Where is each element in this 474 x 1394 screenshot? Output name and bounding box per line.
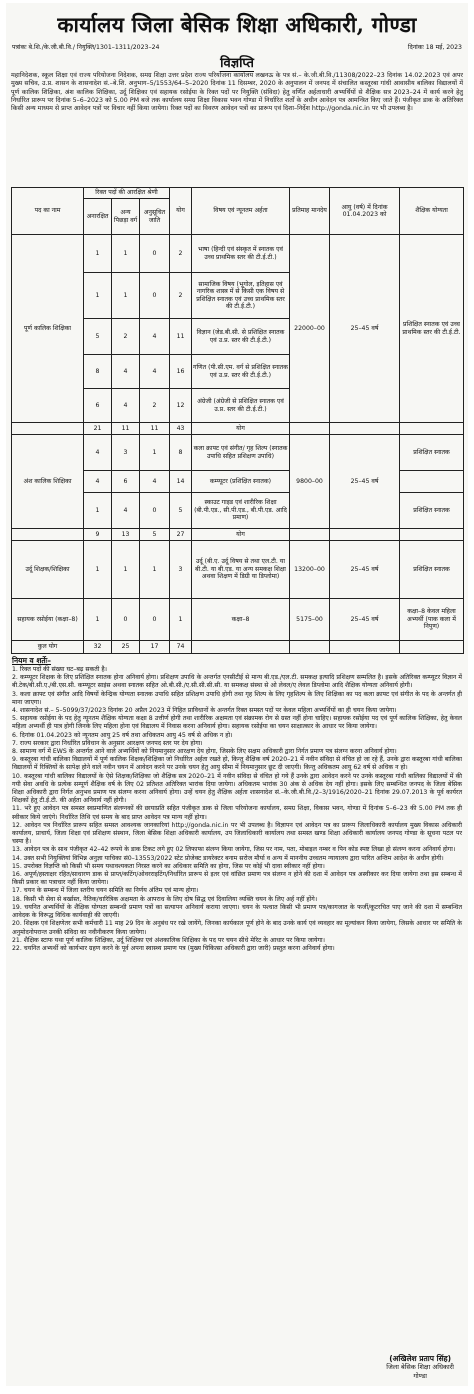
cell-qualification: प्रशिक्षित स्नातक [400, 493, 464, 529]
cell-obc: 1 [112, 541, 140, 599]
cell-qualification: प्रशिक्षित स्नातक [400, 435, 464, 471]
cell-total: 5 [170, 493, 192, 529]
rule-item: 13. आवेदन पत्र के साथ पंजीकृत 42–42 रूपये के डाक टिकट लगे हुए 02 लिफाफा संलग्न किया जायेगा, जिस पर नाम, पता, मोबाइल नम्बर व पिन कोड स्पष्ट लिखा हो संलग्न करना अनिवार्य होगा। [12, 846, 456, 854]
cell-sc: 4 [140, 471, 170, 493]
header-vacancy-group: रिक्त पदों की आरक्षित श्रेणी [84, 188, 170, 199]
cell-gen: 1 [84, 599, 112, 641]
cell-obc: 1 [112, 235, 140, 273]
rule-item: 19. चयनित अभ्यर्थियों के शैक्षिक योग्यता सम्बन्धी प्रमाण पत्रों का सत्यापन अनिवार्य कराया जाएगा। चयन के पश्चात किसी भी प्रमाण पत्र/कागजात के फर्जी/कूटरचित पाए जाने की दशा में सम्बन्धित आवेदक के विरूद्ध विधिक कार्यवाही की जाएगी। [12, 903, 462, 920]
cell-sc: 0 [140, 235, 170, 273]
cell-sc: 0 [140, 599, 170, 641]
cell-subject: सामाजिक विषय (भूगोल, इतिहास एवं नागरिक शास्त्र में से किसी एक विषय से प्रशिक्षित स्नातक एवं उच्च प्राथमिक स्तर की टी.ई.टी.) [192, 273, 290, 319]
rule-item: 14. उक्त सभी नियुक्तियां विभिन्न अनुज्ञा याचिका सं0–13553/2022 स्टेट प्रोजेक्ट डायरेक्टर बनाम सरोज मौर्या व अन्य में माननीय उच्चतम न्यायालय द्वारा पारित अन्तिम आदेश के अधीन होगी। [12, 854, 444, 862]
sum-obc: 11 [112, 423, 140, 435]
cell-total: 16 [170, 355, 192, 389]
notice-page [6, 3, 468, 1386]
full-time-honorarium: 22000–00 [290, 235, 330, 423]
cell-honorarium: 13200–00 [290, 541, 330, 599]
grand-sc: 17 [140, 641, 170, 654]
rule-item: 8. सामान्य वर्ग में EWS के अन्तर्गत आने वाले अभ्यर्थियों को नियमानुसार आरक्षण देय होगा, जिसके लिए सक्षम अधिकारी द्वारा निर्गत प्रमाण पत्र संलग्न करना अनिवार्य होगा। [12, 748, 397, 756]
header-post: पद का नाम [12, 188, 84, 235]
rule-item: 18. किसी भी सेवा से बर्खास्त, नैतिक/चारित्रिक अक्षमता के आपराध के लिए दोष सिद्ध एवं दिवालिया व्यक्ति चयन के लिए अर्ह नहीं होंगे। [12, 895, 318, 903]
cell-obc: 4 [112, 389, 140, 423]
cell-sc: 0 [140, 273, 170, 319]
header-gen: अनारक्षित [84, 199, 112, 235]
header-obc: अन्य पिछड़ा वर्ग [112, 199, 140, 235]
cell-total: 3 [170, 541, 192, 599]
part-time-age: 25–45 वर्ष [330, 435, 400, 529]
cell-sc: 2 [140, 389, 170, 423]
cell-gen: 1 [84, 273, 112, 319]
rule-item: 20. शिक्षक एवं शिक्षणेतर सभी कर्मचारी 11 माह 29 दिन के अनुबंध पर रखे जायेंगे, जिनका कार्यकाल पूर्ण होने के बाद उनके कार्य एवं व्यवहार का मूल्यांकन किया जायेगा, जिसके आधार पर समिति के अनुमोदनोपरान्त उनकी संविदा का नवीनीकरण किया जायेगा। [12, 920, 462, 936]
rules-title: नियम व शर्तेः– [12, 656, 51, 665]
rule-item: 9. कस्तूरबा गांधी बालिका विद्यालयों में पूर्ण कालिक शिक्षक/शिक्षिका जो निर्धारित अर्हता रखते हो, किन्तु शैक्षिक वर्ष 2020–21 में नवीन संविदा से वंचित हो जा रहे हैं, उनके द्वारा कस्तूरबा गांधी बालिका विद्यालयों में रिक्तियों के सापेक्ष होने वाले नवीन चयन में आवेदन करने पर उनके चयन हेतु आयु सीमा में नियमानुसार छूट दी जाएगी। किन्तु अधिकतम आयु 62 वर्ष से अधिक न हो। [12, 756, 462, 772]
cell-total: 1 [170, 599, 192, 641]
full-time-post: पूर्ण कालिक शिक्षिका [12, 235, 84, 423]
reference-line [6, 39, 468, 51]
rule-item: 11. भरे हुए आवेदन पत्र समस्त स्वप्रमाणित संलग्नकों की छायाप्रति सहित पंजीकृत डाक से जिला परियोजना कार्यालय, समग्र शिक्षा, विकास भवन, गोण्डा में दिनांक 5–6–23 की 5.00 PM तक ही स्वीकार किये जाएंगे। निर्धारित तिथि एवं समय के बाद प्राप्त आवेदन पत्र मान्य नहीं होगा। [12, 805, 462, 821]
urdu-post: उर्दू शिक्षक/शिक्षिका [12, 541, 84, 599]
cell-subject: कम्प्यूटर (प्रशिक्षित स्नातक) [192, 471, 290, 493]
part-time-total-row [12, 529, 464, 541]
cell-gen: 4 [84, 471, 112, 493]
sum-label: योग [192, 529, 290, 541]
rule-item: 3. कला क्राफ्ट एवं संगीत आदि विषयों केन्द्रिक योग्यता स्नातक उपाधि सहित प्रशिक्षण उपाधि होगी तथा गृह शिल्प के लिए गृहशिल्प के लिए शिक्षिका का पद कला क्राफ्ट एवं संगीत के पद के अन्तर्गत ही माना जाएगा। [12, 690, 462, 706]
header-age: आयु (वर्ष) में दिनांक 01.04.2023 को [330, 188, 400, 235]
cell-gen: 5 [84, 319, 112, 355]
intro-paragraph: महानिदेशक, स्कूल शिक्षा एवं राज्य परियोजना निदेशक, समग्र शिक्षा उत्तर प्रदेश राज्य परियोजना कार्यालय लखनऊ के पत्र सं.– के.जी.बी.वि./11308/2022–23 दिनांक 14.02.2023 एवं अपर मुख्य सचिव, उ.प्र. शासन के शासनादेश सं.–बे.शि. अनुभाग–5/1553/64–5–2020 दिनांक 11 दिसम्बर, 2020 के अनुपालन में जनपद में संचालित कस्तूरबा गांधी आवासीय बालिका विद्यालयों में पूर्ण कालिक शिक्षिका, अंश कालिक शिक्षिका, उर्दू शिक्षिका एवं सहायक रसोईया के रिक्त पदों पर नियुक्ति (संविदा) हेतु वर्णित अर्हताधारी अभ्यर्थियों से शैक्षिक सत्र 2023–24 में कार्य करने हेतु निर्धारित प्रारूप पर दिनांक 5–6–2023 को 5.00 PM बजे तक कार्यालय समग्र शिक्षा विकास भवन गोण्डा में निर्धारित शर्तों के अधीन आवेदन पत्र आमन्त्रित किए जाते हैं। पंजीकृत डाक के अतिरिक्त किसी अन्य माध्यम से प्राप्त आवेदन पत्रों पर विचार नहीं किया जायेगा। रिक्त पदों का विवरण आवेदन पत्रों का प्रारूप एवं दिशा–निर्देश http://gonda.nic.in पर भी उपलब्ध है। [11, 72, 463, 113]
signature-block [386, 1355, 454, 1381]
grand-total: 74 [170, 641, 192, 654]
sum-gen: 21 [84, 423, 112, 435]
rule-item: 4. शासनादेश सं.– 5–5099/37/2023 दिनांक 20 अप्रैल 2023 में निहित प्राविधानों के अन्तर्गत रिक्त समस्त पदों पर केवल महिला अभ्यर्थियों का ही चयन किया जायेगा। [12, 707, 397, 715]
rules-list [12, 666, 462, 953]
cell-gen: 6 [84, 389, 112, 423]
cell-obc: 3 [112, 435, 140, 471]
cell-subject: उर्दू (बी.ए. उर्दू विषय से तथा एल.टी. या बी.टी. या बी.एड. या अन्य समकक्ष शिक्षा अथवा शिक्षण में डिग्री या डिप्लोमा) [192, 541, 290, 599]
cell-gen: 1 [84, 541, 112, 599]
sum-label: योग [192, 423, 290, 435]
cell-obc: 4 [112, 493, 140, 529]
cell-subject: गणित (पी.सी.एम. वर्ग से प्रशिक्षित स्नातक एवं उ.प्र. स्तर की टी.ई.टी.) [192, 355, 290, 389]
cell-total: 12 [170, 389, 192, 423]
cell-age: 25–45 वर्ष [330, 541, 400, 599]
rule-item: 16. अपूर्ण/हस्ताक्षर रहित/साधारण डाक से प्राप्त/कटिंग/ओवरराइटिंग/निर्धारित प्रारूप से इतर एवं वांछित प्रमाण पत्र संलग्न न होने की दशा में आवेदन पत्र अस्वीकार कर दिया जायेगा तथा इस सम्बन्ध में किसी प्रकार का पत्राचार नहीं किया जायेगा। [12, 871, 462, 887]
rule-item: 21. शैक्षिक स्टाफ यथा पूर्ण कालिक शिक्षिका, उर्दू शिक्षिका एवं अंशकालिक शिक्षिका के पद पर चयन सीधे मेरिट के आधार पर किया जायेगा। [12, 936, 325, 944]
header-qualification: शैक्षिक योग्यता [400, 188, 464, 235]
header-sc: अनुसूचित जाति [140, 199, 170, 235]
cell-obc: 0 [112, 599, 140, 641]
sum-sc: 11 [140, 423, 170, 435]
header-total: योग [170, 188, 192, 235]
rules-section [6, 654, 468, 953]
cell-gen: 4 [84, 435, 112, 471]
cell-gen: 1 [84, 235, 112, 273]
cell-sc: 4 [140, 319, 170, 355]
cell-obc: 1 [112, 273, 140, 319]
cell-gen: 1 [84, 493, 112, 529]
header-honorarium: प्रतिमाह मानदेय [290, 188, 330, 235]
rule-item: 10. कस्तूरबा गांधी बालिका विद्यालयों के ऐसे शिक्षक/शिक्षिका जो शैक्षिक सत्र 2020–21 में नवीन संविदा से वंचित हो गये हैं उनके द्वारा आवेदन करने पर उनके कस्तूरबा गांधी बालिका विद्यालयों में की गयी सेवा अवधि के प्रत्येक सम्पूर्ण शैक्षिक वर्ष के लिए 02 प्रतिशत अतिरिक्त भारांक दिया जायेगा। अधिकतम भारांक 30 अंक से अधिक देय नहीं होगा। इसके लिए सम्बन्धित जनपद के जिला बेसिक शिक्षा अधिकारी द्वारा निर्गत अनुभव प्रमाण पत्र संलग्न करना अनिवार्य होगा। उन्हें चयन हेतु शैक्षिक अर्हता शासनादेश सं.–के.जी.बी.वि./2–3/1916/2020–21 दिनांक 29.07.2013 के पूर्व कार्यरत शिक्षकों हेतु टी.ई.टी. की अर्हता अनिवार्य नहीं होगी। [12, 772, 462, 805]
table-row [12, 599, 464, 641]
cell-sc: 4 [140, 355, 170, 389]
rule-item: 2. कम्प्यूटर शिक्षक के लिए प्रशिक्षित स्नातक होना अनिवार्य होगा। प्रशिक्षण उपाधि के अन्तर्गत एनसीटीई से मान्य बी.एड./एल.टी. समकक्ष इत्यादि प्रशिक्षण सम्मलित है। इसके अतिरिक्त कम्प्यूटर विज्ञान में बी.टेक/बी.सी.ए./बी.एस.सी. कम्प्यूटर साइंस अथवा स्नातक सहित ओ.बी.सी./ए.सी.सी.सी.सी. या समकक्ष संस्था से ओ लेवल/ए लेवल डिप्लोमा आदि शैक्षिक योग्यता अनिवार्य होगी। [12, 674, 462, 690]
cell-total: 8 [170, 435, 192, 471]
cell-obc: 4 [112, 355, 140, 389]
cell-subject: भाषा (हिन्दी एवं संस्कृत में स्नातक एवं उच्च प्राथमिक स्तर की टी.ई.टी.) [192, 235, 290, 273]
sum-total: 43 [170, 423, 192, 435]
grand-total-row [12, 641, 464, 654]
signatory-designation: जिला बेसिक शिक्षा अधिकारी [386, 1363, 454, 1371]
rule-item: 1. रिक्त पदों की संख्या घट–बढ़ सकती है। [12, 666, 107, 673]
rule-item: 12. आवेदन पत्र निर्धारित प्रारूप सहित समस्त आवश्यक जानकारियां http://gonda.nic.in पर भी उपलब्ध है। विज्ञापन एवं आवेदन पत्र का प्रारूप जिलाधिकारी कार्यालय मुख्य विकास अधिकारी कार्यालय, प्राचार्य, जिला शिक्षा एवं प्रशिक्षण संस्थान, जिला बेसिक शिक्षा अधिकारी कार्यालय, उप जिलाधिकारी कार्यालय तथा समस्त खण्ड शिक्षा अधिकारी कार्यालय जनपद गोण्डा के सूचना पटल पर चस्पा है। [12, 821, 462, 846]
rule-item: 6. दिनांक 01.04.2023 को न्यूनतम आयु 25 वर्ष तथा अधिकतम आयु 45 वर्ष से अधिक न हो। [12, 731, 233, 739]
grand-obc: 25 [112, 641, 140, 654]
cell-obc: 2 [112, 319, 140, 355]
full-time-age: 25–45 वर्ष [330, 235, 400, 423]
notice-heading: विज्ञप्ति [220, 56, 254, 71]
cell-sc: 0 [140, 493, 170, 529]
grand-total-label: कुल योग [12, 641, 84, 654]
cell-qualification: प्रशिक्षित स्नातक [400, 541, 464, 599]
cell-qualification [400, 471, 464, 493]
cell-total: 2 [170, 235, 192, 273]
cell-age: 25–45 वर्ष [330, 599, 400, 641]
notice-date: दिनांकः 18 मई, 2023 [407, 44, 462, 51]
cell-total: 11 [170, 319, 192, 355]
cell-sc: 1 [140, 541, 170, 599]
office-title: कार्यालय जिला बेसिक शिक्षा अधिकारी, गोण्डा [57, 12, 417, 37]
cell-qualification: कक्षा–8 केवल महिला अभ्यर्थी (पाक कला में निपुण) [400, 599, 464, 641]
sum-sc: 5 [140, 529, 170, 541]
cell-subject: कक्षा–8 [192, 599, 290, 641]
signatory-place: गोण्डा [413, 1371, 427, 1380]
rule-item: 5. सहायक रसोईया के पद हेतु न्यूनतम शैक्षिक योग्यता कक्षा 8 उत्तीर्ण होगी तथा शारीरिक अक्षमता एवं संक्रामक रोग से ग्रस्त नहीं होना चाहिए। सहायक रसोईया पद एवं पूर्ण कालिक शिक्षिका, हेतु केवल महिला अभ्यर्थी ही पात्र होगी जिनके लिए महिला होना एवं विद्यालय में निवास करना अनिवार्य होगा। सहायक रसोईया का चयन साक्षात्कार के आधार पर किया जायेगा। [12, 715, 462, 731]
cell-subject: कला क्राफ्ट एवं संगीत/ गृह शिल्प (स्नातक उपाधि सहित प्रशिक्षण उपाधि) [192, 435, 290, 471]
cell-gen: 8 [84, 355, 112, 389]
cell-subject: स्काउट गाइड एवं शारीरिक शिक्षा (बी.पी.एड., सी.पी.एड., बी.पी.एड. आदि प्रमाण) [192, 493, 290, 529]
cell-total: 14 [170, 471, 192, 493]
vacancy-table [11, 187, 464, 654]
grand-gen: 32 [84, 641, 112, 654]
rule-item: 7. राज्य सरकार द्वारा निर्धारित प्रविधान के अनुसार आरक्षण जनपद स्तर पर देय होगा। [12, 739, 203, 747]
cell-subject: विज्ञान (जेड.बी.सी. से प्रशिक्षित स्नातक एवं उ.प्र. स्तर की टी.ई.टी.) [192, 319, 290, 355]
sum-gen: 9 [84, 529, 112, 541]
header-subject: विषय एवं न्यूनतम अर्हता [192, 188, 290, 235]
table-header-row [12, 188, 464, 199]
full-time-total-row [12, 423, 464, 435]
rule-item: 17. चयन के सम्बन्ध में जिला स्तरीय चयन समिति का निर्णय अंतिम एवं मान्य होगा। [12, 887, 199, 895]
rule-item: 22. चयनित अभ्यर्थी को कार्यभार ग्रहण करने के पूर्व अपना स्वास्थ्य प्रमाण पत्र (मुख्य चिकित्सा अधिकारी द्वारा जारी) प्रस्तुत करना अनिवार्य होगा। [12, 944, 335, 952]
cell-sc: 1 [140, 435, 170, 471]
sum-obc: 13 [112, 529, 140, 541]
part-time-post: अंश कालिक शिक्षिका [12, 435, 84, 529]
table-row [12, 235, 464, 273]
part-time-honorarium: 9800–00 [290, 435, 330, 529]
full-time-qualification: प्रशिक्षित स्नातक एवं उच्च प्राथमिक स्तर की टी.ई.टी. [400, 235, 464, 423]
cell-total: 2 [170, 273, 192, 319]
cook-post: सहायक रसोईया (कक्षा–8) [12, 599, 84, 641]
table-row [12, 541, 464, 599]
rule-item: 15. उपरोक्त विज्ञप्ति को किसी भी समय यथावश्यकता निरस्त करने का अधिकार समिति का होगा, जिस पर कोई भी दावा स्वीकार नहीं होगा। [12, 862, 325, 870]
cell-obc: 6 [112, 471, 140, 493]
cell-subject: अंग्रेजी (अंग्रेजी से प्रशिक्षित स्नातक एवं उ.प्र. स्तर की टी.ई.टी.) [192, 389, 290, 423]
cell-honorarium: 5175–00 [290, 599, 330, 641]
table-row [12, 435, 464, 471]
reference-number: पत्रांकः बे.शि./के.जी.बी.वि./ नियुक्ति/1301–1311/2023–24 [12, 44, 160, 51]
sum-total: 27 [170, 529, 192, 541]
signatory-name: (अखिलेश प्रताप सिंह) [389, 1353, 452, 1363]
